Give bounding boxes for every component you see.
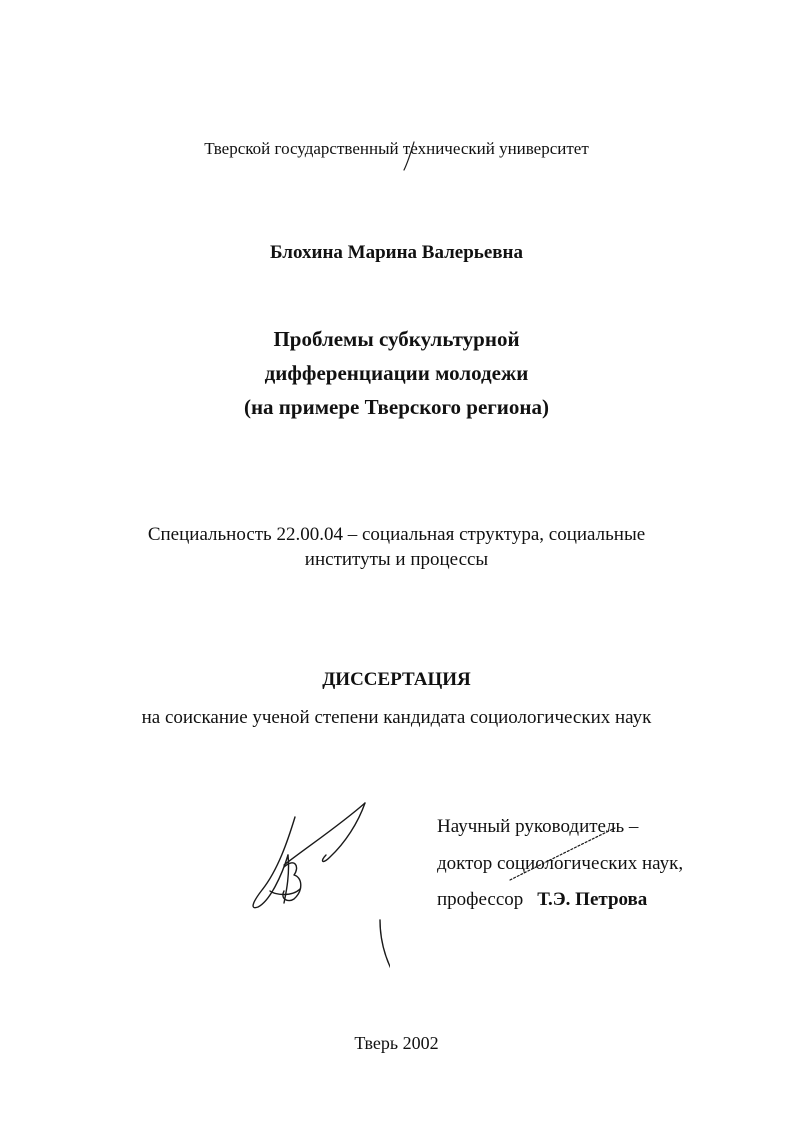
university-name: Тверской государственный технический университет — [204, 139, 589, 158]
author-signature-icon — [240, 795, 390, 995]
city-and-year: Тверь 2002 — [354, 1033, 439, 1053]
degree-description: на соискание ученой степени кандидата социологических наук — [141, 707, 652, 728]
document-type: ДИССЕРТАЦИЯ — [322, 669, 471, 690]
specialty-line-1: Специальность 22.00.04 – социальная структура, социальные — [147, 524, 646, 545]
title-line-2: дифференциации молодежи — [264, 361, 529, 385]
supervisor-rank: профессор — [437, 889, 524, 910]
supervisor-rank-line — [437, 889, 647, 911]
supervisor-role: Научный руководитель – — [437, 816, 639, 837]
author-name: Блохина Марина Валерьевна — [270, 242, 523, 263]
supervisor-degree: доктор социологических наук, — [437, 853, 684, 874]
title-line-1: Проблемы субкультурной — [273, 327, 520, 351]
specialty-line-2: институты и процессы — [304, 549, 489, 570]
title-line-3: (на примере Тверского региона) — [243, 395, 550, 419]
supervisor-name: Т.Э. Петрова — [537, 889, 648, 910]
